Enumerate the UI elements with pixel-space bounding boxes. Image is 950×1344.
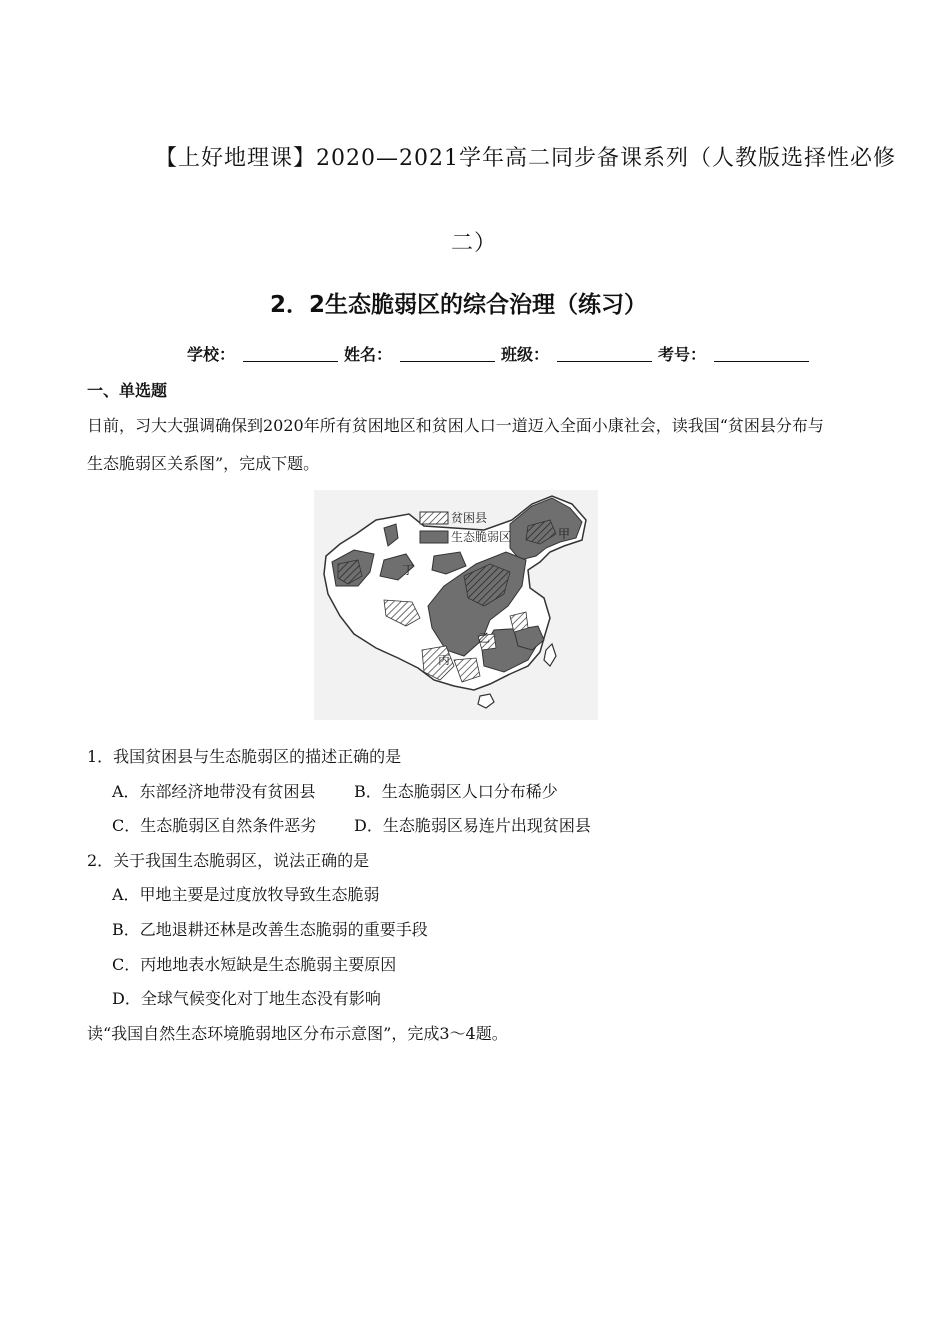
question-1-option-d[interactable]: D．生态脆弱区易连片出现贫困县: [354, 816, 591, 835]
section-heading: 一、单选题: [87, 381, 168, 400]
intro-line-2: 生态脆弱区关系图”，完成下题。: [87, 454, 320, 473]
legend-label-poverty: 贫困县: [451, 511, 488, 525]
school-blank[interactable]: [243, 345, 338, 362]
series-title-line1: 【上好地理课】2020—2021学年高二同步备课系列（人教版选择性必修: [155, 146, 896, 171]
field-school: 学校：: [187, 342, 344, 365]
page-title: 2．2生态脆弱区的综合治理（练习）: [270, 292, 648, 318]
legend-swatch-fragile: [420, 531, 448, 543]
region-label-ding: 丁: [402, 563, 415, 577]
question-2-option-d[interactable]: D．全球气候变化对丁地生态没有影响: [112, 989, 381, 1008]
question-2-option-a[interactable]: A．甲地主要是过度放牧导致生态脆弱: [112, 885, 380, 904]
region-label-bing: 丙: [438, 653, 451, 667]
student-info-row: [187, 342, 815, 365]
question-1-option-c[interactable]: C．生态脆弱区自然条件恶劣: [112, 816, 317, 835]
series-title-line2: 二）: [451, 231, 498, 256]
exam-number-blank[interactable]: [714, 345, 809, 362]
question-2-option-b[interactable]: B．乙地退耕还林是改善生态脆弱的重要手段: [112, 920, 428, 939]
legend-label-fragile: 生态脆弱区: [451, 530, 512, 544]
question-2-stem: 2．关于我国生态脆弱区，说法正确的是: [87, 851, 370, 870]
field-name: 姓名：: [344, 342, 501, 365]
class-blank[interactable]: [557, 345, 652, 362]
region-label-jia: 甲: [558, 527, 571, 541]
legend-swatch-poverty: [420, 512, 448, 524]
question-2-option-c[interactable]: C．丙地地表水短缺是生态脆弱主要原因: [112, 955, 397, 974]
intro-line-1: 日前，习大大强调确保到2020年所有贫困地区和贫困人口一道迈入全面小康社会，读我国“贫困县分布与: [87, 416, 824, 435]
region-label-yi: 乙: [478, 631, 491, 645]
name-blank[interactable]: [400, 345, 495, 362]
map-svg: [314, 490, 598, 720]
next-figure-intro: 读“我国自然生态环境脆弱地区分布示意图”，完成3～4题。: [87, 1024, 508, 1043]
question-1-stem: 1．我国贫困县与生态脆弱区的描述正确的是: [87, 747, 402, 766]
question-1-option-a[interactable]: A．东部经济地带没有贫困县: [112, 782, 316, 801]
question-1-option-b[interactable]: B．生态脆弱区人口分布稀少: [354, 782, 558, 801]
field-class: 班级：: [501, 342, 658, 365]
china-poverty-map: [314, 490, 598, 720]
field-exam-number: 考号：: [658, 342, 815, 365]
